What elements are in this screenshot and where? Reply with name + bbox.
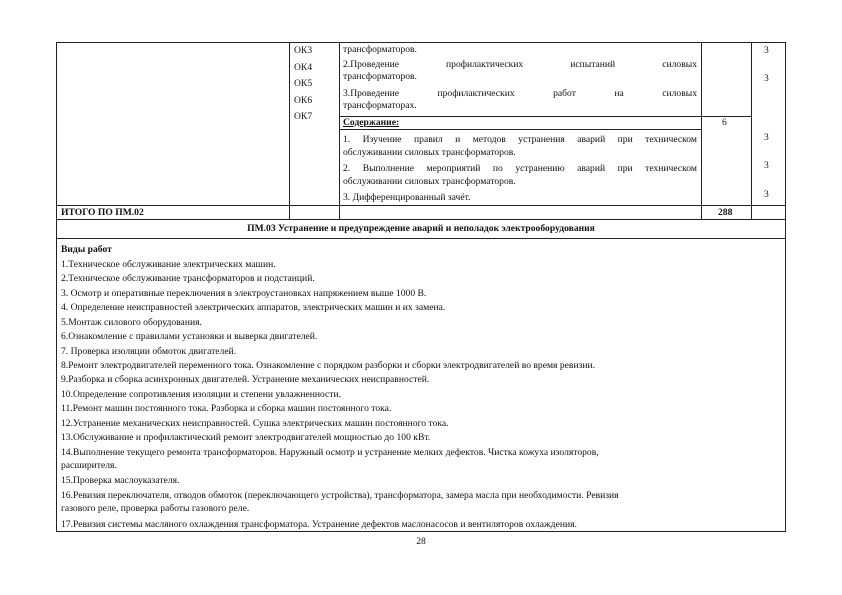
work-item: 11.Ремонт машин постоянного тока. Разборка и сборка машин постоянного тока.	[61, 403, 392, 414]
work-item: 7. Проверка изоляции обмоток двигателей.	[61, 346, 237, 357]
works-heading: Виды работ	[61, 244, 112, 255]
row-line-section	[56, 219, 786, 220]
block1-line: трансформаторах.	[343, 100, 417, 111]
table-border-left	[56, 42, 57, 532]
block2-hours: 3	[764, 160, 769, 171]
total-value: 288	[718, 207, 733, 218]
total-label: ИТОГО ПО ПМ.02	[61, 207, 144, 218]
content-label: Содержание:	[343, 117, 400, 128]
block2-line: обслуживании силовых трансформаторов.	[343, 176, 516, 187]
row-line-total	[56, 205, 786, 206]
content-total: 6	[722, 117, 727, 128]
table-border-top	[56, 42, 786, 43]
block2-line: 2. Выполнение мероприятий по устранению аварий при техническом	[343, 163, 697, 174]
ok-code: ОК7	[294, 111, 313, 122]
work-item: 15.Проверка маслоуказателя.	[61, 475, 180, 486]
work-item: 13.Обслуживание и профилактический ремонт электродвигателей мощностью до 100 кВт.	[61, 432, 431, 443]
work-item: 5.Монтаж силового оборудования.	[61, 317, 202, 328]
ok-code: ОК5	[294, 78, 313, 89]
col-line-3	[701, 42, 702, 219]
col-line-2	[339, 42, 340, 219]
ok-code: ОК4	[294, 62, 313, 73]
page-number: 28	[416, 536, 426, 547]
block1-line: трансформаторов.	[343, 44, 417, 55]
work-item: 14.Выполнение текущего ремонта трансформаторов. Наружный осмотр и устранение мелких дефектов. Чистка кожуха изоляторов,	[61, 447, 599, 458]
table-border-bottom	[56, 531, 786, 532]
work-item: расширителя.	[61, 460, 117, 471]
work-item: 8.Ремонт электродвигателей переменного тока. Ознакомление с порядком разборки и сборки электродвигателей во время ревизии.	[61, 360, 596, 371]
work-item: 3. Осмотр и оперативные переключения в электроустановках напряжением выше 1000 В.	[61, 288, 427, 299]
work-item: 1.Техническое обслуживание электрических машин.	[61, 259, 276, 270]
block2-line: обслуживании силовых трансформаторов.	[343, 147, 516, 158]
work-item: газового реле, проверка работы газового реле.	[61, 503, 250, 514]
row-line-content-sub	[339, 129, 701, 130]
ok-code: ОК6	[294, 95, 313, 106]
block1-hours: 3	[764, 45, 769, 56]
block2-line: 3. Дифференцированный зачёт.	[343, 192, 471, 203]
row-line-works	[56, 238, 786, 239]
row-line-content	[339, 116, 751, 117]
block2-hours: 3	[764, 132, 769, 143]
block1-line: 3.Проведение профилактических работ на силовых	[343, 88, 697, 99]
work-item: 10.Определение сопротивления изоляции и степени увлажненности.	[61, 389, 341, 400]
section-title: ПМ.03 Устранение и предупреждение аварий и неполадок электрооборудования	[247, 223, 595, 234]
ok-code: ОК3	[294, 45, 313, 56]
block2-hours: 3	[764, 189, 769, 200]
work-item: 12.Устранение механических неисправностей. Сушка электрических машин постоянного тока.	[61, 418, 449, 429]
block1-hours: 3	[764, 73, 769, 84]
work-item: 6.Ознакомление с правилами установки и выверка двигателей.	[61, 331, 318, 342]
table-border-right	[785, 42, 786, 532]
block1-line: трансформаторов.	[343, 71, 417, 82]
col-line-1	[289, 42, 290, 219]
work-item: 4. Определение неисправностей электрических аппаратов, электрических машин и их замена.	[61, 302, 446, 313]
work-item: 9.Разборка и сборка асинхронных двигателей. Устранение механических неисправностей.	[61, 374, 430, 385]
work-item: 2.Техническое обслуживание трансформаторов и подстанций.	[61, 273, 315, 284]
work-item: 16.Ревизия переключателя, отводов обмоток (переключающего устройства), трансформатора, замера масла при необходимости. Ревизия	[61, 490, 619, 501]
work-item: 17.Ревизия системы масляного охлаждения трансформатора. Устранение дефектов маслонасосов и вентиляторов охлаждения.	[61, 519, 577, 530]
block2-line: 1. Изучение правил и методов устранения аварий при техническом	[343, 134, 697, 145]
block1-line: 2.Проведение профилактических испытаний силовых	[343, 59, 697, 70]
col-line-4	[751, 42, 752, 219]
